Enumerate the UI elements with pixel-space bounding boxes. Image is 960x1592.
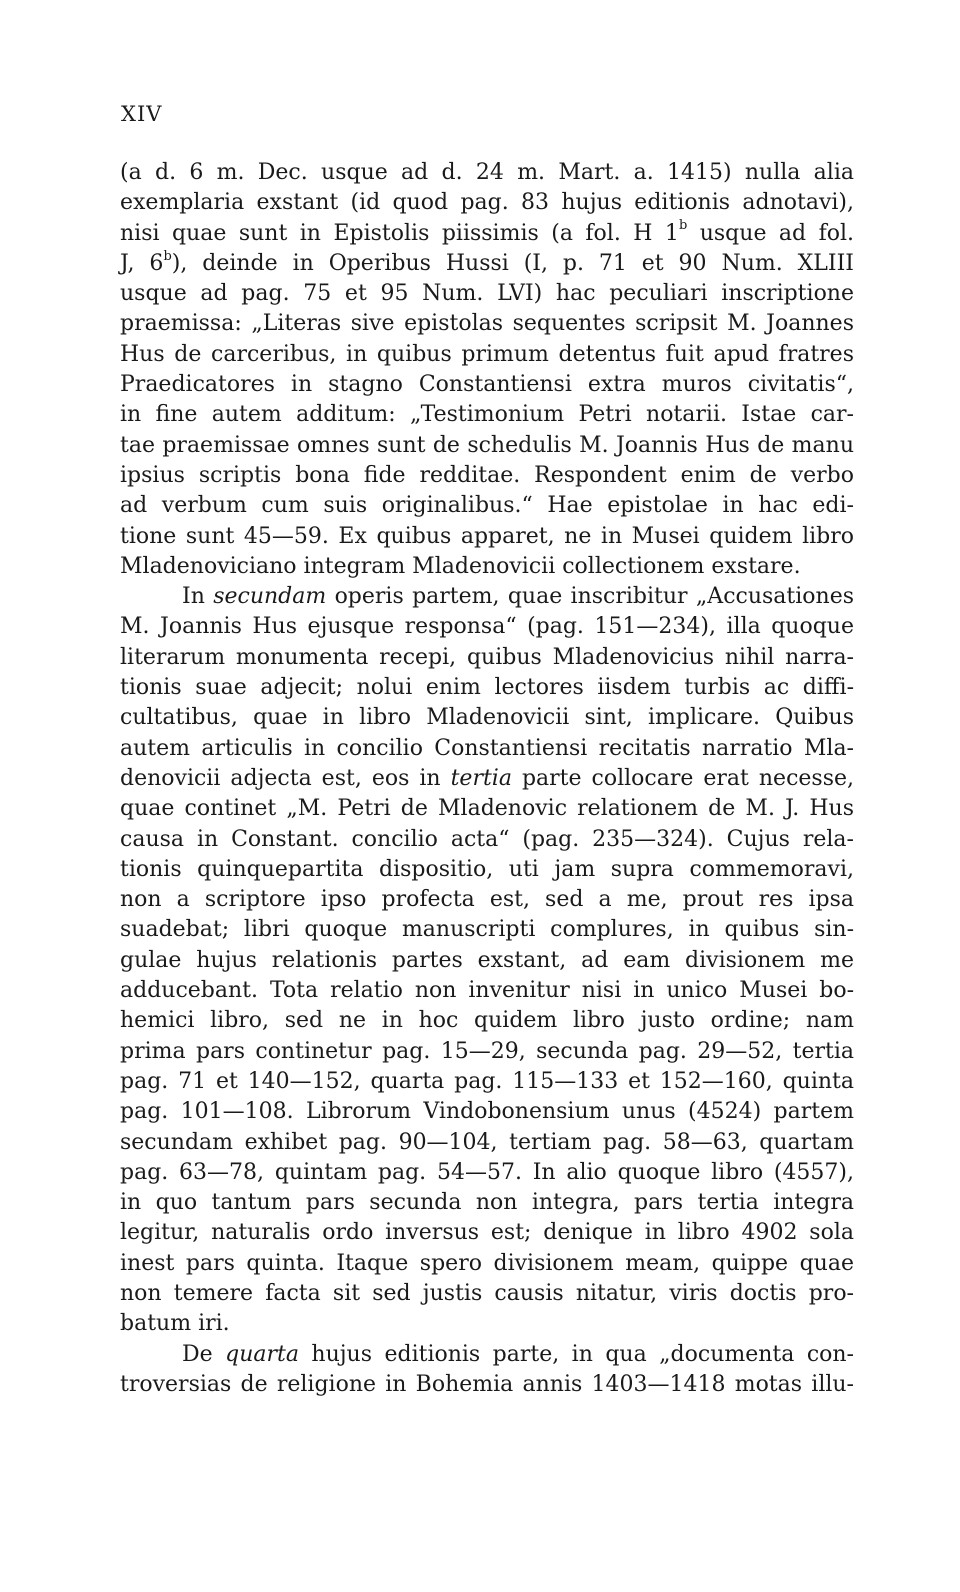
page-number: XIV (121, 102, 163, 126)
text-line: prima pars continetur pag. 15—29, secunda pag. 29—52, tertia (120, 1038, 854, 1064)
text-line (120, 1340, 854, 1370)
paragraph-2 (120, 582, 854, 1339)
italic-word: secundam (213, 584, 327, 610)
text-line: in quo tantum pars secunda non integra, pars tertia integra (120, 1190, 854, 1216)
text-line (120, 249, 854, 279)
text-line: literarum monumenta recepi, quibus Mladenovicius nihil narra- (120, 644, 854, 670)
text-line: pag. 71 et 140—152, quarta pag. 115—133 et 152—160, quinta (120, 1068, 854, 1094)
text-line: non temere facta sit sed justis causis nitatur, viris doctis pro- (120, 1280, 854, 1306)
text-line: ad verbum cum suis originalibus.“ Hae epistolae in hac edi- (120, 493, 854, 519)
text-line: gulae hujus relationis partes exstant, ad eam divisionem me (120, 947, 854, 973)
text-line: in fine autem additum: „Testimonium Petri notarii. Istae car- (120, 402, 854, 428)
text-line: tae praemissae omnes sunt de schedulis M. Joannis Hus de manu (120, 432, 854, 458)
text-line: autem articulis in concilio Constantiensi recitatis narratio Mla- (120, 735, 854, 761)
text-line: adducebant. Tota relatio non invenitur nisi in unico Musei bo- (120, 978, 854, 1004)
text-line: exemplaria exstant (id quod pag. 83 hujus editionis adnotavi), (120, 190, 854, 216)
italic-word: tertia (450, 765, 512, 791)
text-line: usque ad pag. 75 et 95 Num. LVI) hac peculiari inscriptione (120, 281, 854, 307)
paragraph-3 (120, 1340, 854, 1401)
superscript: b (163, 248, 172, 264)
text-line: legitur, naturalis ordo inversus est; denique in libro 4902 sola (120, 1220, 854, 1246)
text-line: tionis quinquepartita dispositio, uti jam supra commemoravi, (120, 856, 854, 882)
text-span: parte collocare erat necesse, (511, 765, 855, 791)
text-line: secundam exhibet pag. 90—104, tertiam pag. 58—63, quartam (120, 1129, 854, 1155)
text-line (120, 764, 854, 794)
text-line: cultatibus, quae in libro Mladenovicii sint, implicare. Quibus (120, 705, 854, 731)
text-span: De (182, 1341, 226, 1367)
text-line: Praedicatores in stagno Constantiensi extra muros civitatis“, (120, 372, 854, 398)
text-line: causa in Constant. concilio acta“ (pag. 235—324). Cujus rela- (120, 826, 854, 852)
text-line: Hus de carceribus, in quibus primum detentus fuit apud fratres (120, 341, 854, 367)
text-line: ipsius scriptis bona fide redditae. Respondent enim de verbo (120, 462, 854, 488)
text-line: (a d. 6 m. Dec. usque ad d. 24 m. Mart. a. 1415) nulla alia (120, 160, 854, 185)
text-line (120, 582, 854, 612)
text-line: tionis suae adjecit; nolui enim lectores iisdem turbis ac diffi- (120, 675, 854, 701)
text-body (120, 158, 854, 1400)
text-line: tione sunt 45—59. Ex quibus apparet, ne in Musei quidem libro (120, 523, 854, 549)
text-line: troversias de religione in Bohemia annis 1403—1418 motas illu- (120, 1371, 854, 1397)
text-span: hujus editionis parte, in qua „documenta con- (298, 1341, 854, 1367)
text-span: ), deinde in Operibus Hussi (I, p. 71 et 90 Num. XLIII (171, 250, 854, 276)
text-line (120, 219, 854, 249)
text-span: operis partem, quae inscribitur „Accusationes (326, 584, 855, 610)
text-line: Mladenoviciano integram Mladenovicii collectionem exstare. (120, 553, 801, 579)
text-line: M. Joannis Hus ejusque responsa“ (pag. 151—234), illa quoque (120, 614, 854, 640)
text-line: suadebat; libri quoque manuscripti complures, in quibus sin- (120, 917, 854, 943)
text-line: hemici libro, sed ne in hoc quidem libro justo ordine; nam (120, 1008, 854, 1034)
superscript: b (678, 218, 688, 234)
text-line: pag. 63—78, quintam pag. 54—57. In alio quoque libro (4557), (120, 1159, 854, 1185)
text-span: usque ad fol. (687, 220, 854, 246)
text-span: In (182, 584, 214, 610)
text-line: inest pars quinta. Itaque spero divisionem meam, quippe quae (120, 1250, 854, 1276)
italic-word: quarta (225, 1341, 299, 1367)
text-line: pag. 101—108. Librorum Vindobonensium unus (4524) partem (120, 1099, 854, 1125)
text-line: non a scriptore ipso profecta est, sed a me, prout res ipsa (120, 887, 854, 913)
text-line: quae continet „M. Petri de Mladenovic relationem de M. J. Hus (120, 796, 854, 822)
text-line: batum iri. (120, 1311, 230, 1337)
paragraph-1 (120, 158, 854, 582)
text-span: J, 6 (120, 250, 164, 276)
text-span: denovicii adjecta est, eos in (120, 765, 451, 791)
text-line: praemissa: „Literas sive epistolas sequentes scripsit M. Joannes (120, 311, 854, 337)
text-span: nisi quae sunt in Epistolis piissimis (a fol. H 1 (120, 220, 679, 246)
